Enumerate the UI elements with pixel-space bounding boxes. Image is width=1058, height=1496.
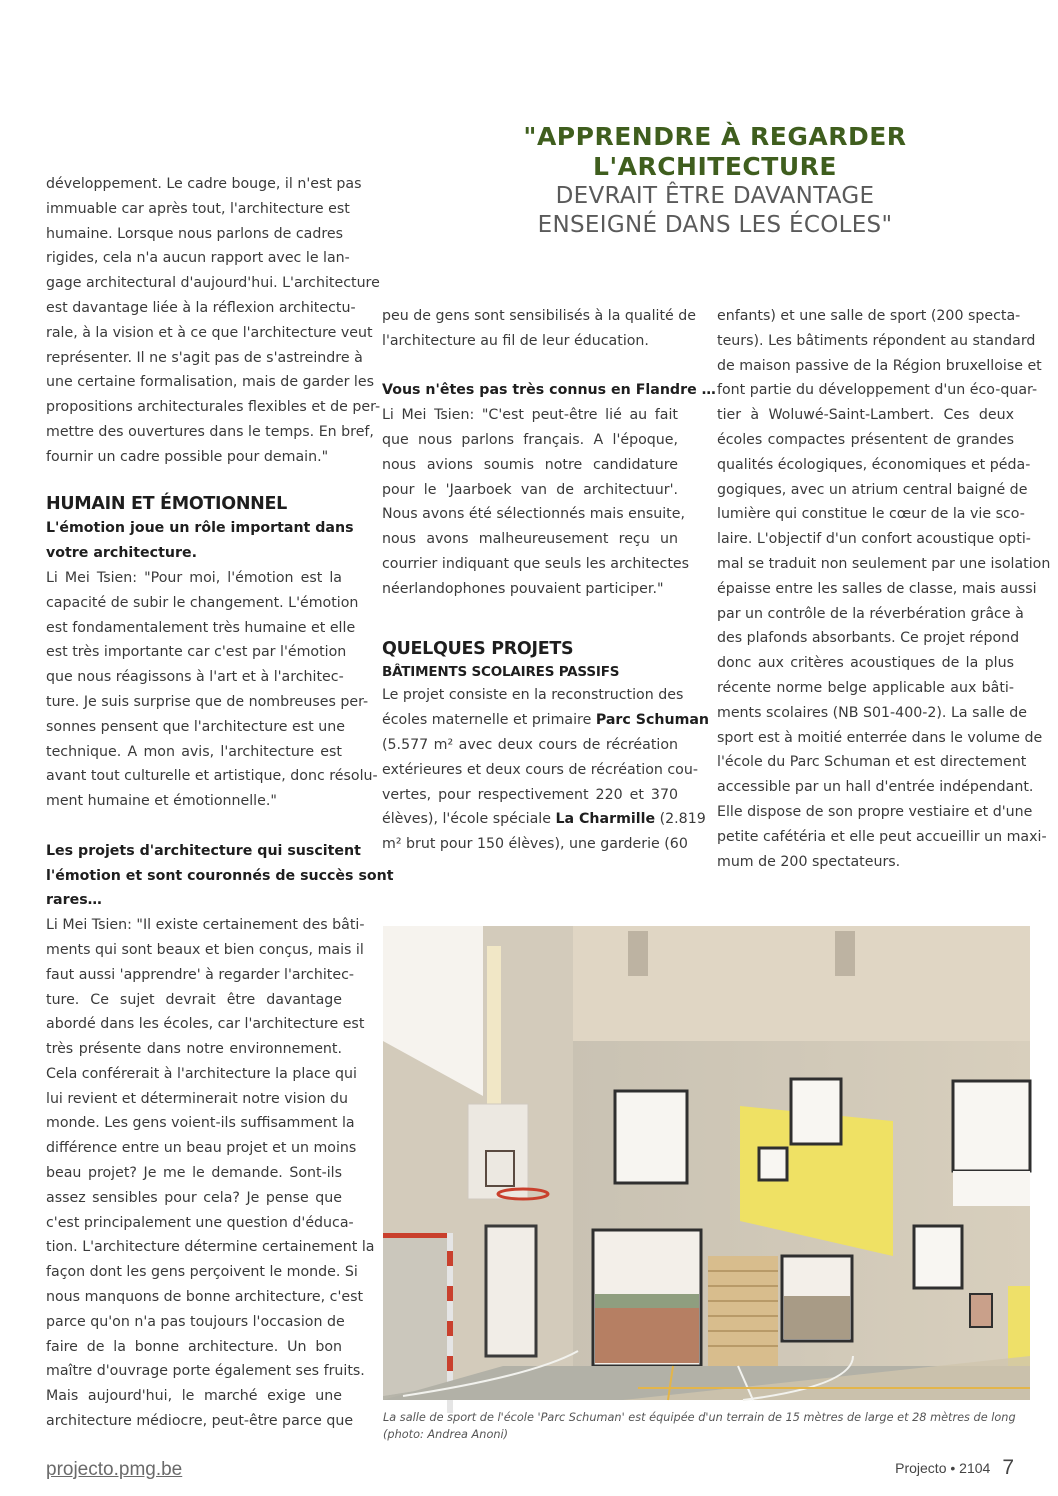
text-line: enfants) et une salle de sport (200 specta- [717,308,1021,324]
text-line: ture. Je suis surprise que de nombreuses per- [46,693,369,710]
text-line: épaisse entre les salles de classe, mais aussi [717,580,1037,597]
text-line: Elle dispose de son propre vestiaire et d'une [717,803,1033,820]
website-link[interactable]: projecto.pmg.be [46,1459,183,1480]
text-line: rale, à la vision et à ce que l'architecture veut [46,324,373,341]
text-line: Cela conférerait à l'architecture la place qui [46,1065,357,1082]
project-paragraph-continued [717,304,1051,874]
text-line: écoles compactes présentent de grandes [717,431,1014,448]
pull-quote [390,122,1040,240]
text-line: gage architectural d'aujourd'hui. L'architecture [46,275,380,292]
text-span: élèves), l'école spéciale [382,811,556,828]
text-line: ments scolaires (NB S01-400-2). La salle de [717,704,1028,721]
text-line: donc aux critères acoustiques de la plus [717,655,1014,672]
answer-emotion [46,566,378,814]
text-line: de maison passive de la Région bruxelloise et [717,357,1042,374]
text-line: abordé dans les écoles, car l'architecture est [46,1016,365,1033]
page-footer [895,1456,1014,1480]
text-line: propositions architecturales flexibles et de per- [46,399,381,416]
text-line: Li Mei Tsien: "C'est peut-être lié au fait [382,407,678,424]
text-line: l'architecture au fil de leur éducation. [382,332,649,349]
text-line: petite cafétéria et elle peut accueillir un maxi- [717,828,1047,845]
text-line: est fondamentalement très humaine et elle [46,619,356,636]
text-line: rigides, cela n'a aucun rapport avec le lan- [46,250,350,267]
text-line [382,807,706,832]
text-line: l'école du Parc Schuman et est directement [717,754,1027,771]
text-line: maître d'ouvrage porte également ses fruits. [46,1363,365,1380]
answer-projets [46,913,375,1434]
text-span: (2.819 [655,811,706,828]
project-paragraph [382,683,710,857]
question-flandre: Vous n'êtes pas très connus en Flandre … [382,382,716,399]
pull-quote-line-2: L'ARCHITECTURE [593,152,837,181]
text-line: récente norme belge applicable aux bâti- [717,679,1014,696]
text-line: L'émotion joue un rôle important dans [46,520,354,537]
text-line: gogiques, avec un atrium central baigné de [717,481,1028,498]
magazine-issue: Projecto • 2104 [895,1460,991,1476]
text-line: nous avions soumis notre candidature [382,456,678,473]
continued-paragraph [382,304,697,354]
text-line: par un contrôle de la réverbération grâce à [717,605,1024,622]
text-line: (5.577 m² avec deux cours de récréation [382,736,678,753]
photo-caption [383,1409,1033,1443]
text-line: mum de 200 spectateurs. [717,853,901,870]
text-line: font partie du développement d'un éco-quar- [717,382,1038,399]
text-line: mettre des ouvertures dans le temps. En bref, [46,423,374,440]
text-line: ment humaine et émotionnelle." [46,793,277,810]
text-line: faire de la bonne architecture. Un bon [46,1338,342,1355]
text-line: pour le 'Jaarboek van de architectuur'. [382,481,678,498]
text-line: néerlandophones pouvaient participer." [382,580,664,597]
school-name-la-charmille: La Charmille [555,811,656,828]
intro-paragraph [46,172,381,470]
text-line: tier à Woluwé-Saint-Lambert. Ces deux [717,407,1014,424]
text-line [382,708,710,733]
text-line: faut aussi 'apprendre' à regarder l'architec- [46,966,355,983]
text-line: ments qui sont beaux et bien conçus, mais il [46,941,364,958]
text-line: monde. Les gens voient-ils suffisamment la [46,1115,355,1132]
pull-quote-line-1: "APPRENDRE À REGARDER [523,122,907,151]
text-line: fournir un cadre possible pour demain." [46,448,329,465]
text-line: humaine. Lorsque nous parlons de cadres [46,225,343,242]
text-line: nous avons malheureusement reçu un [382,531,678,548]
text-line: extérieures et deux cours de récréation cou- [382,761,698,778]
text-line: ture. Ce sujet devrait être davantage [46,991,342,1008]
text-line: accessible par un hall d'entrée indépendant. [717,779,1034,796]
text-line: est très importante car c'est par l'émotion [46,644,347,661]
text-line: architecture médiocre, peut-être parce que [46,1413,354,1430]
text-line: sonnes pensent que l'architecture est une [46,718,345,735]
text-line: m² brut pour 150 élèves), une garderie (60 [382,836,688,853]
text-line: développement. Le cadre bouge, il n'est pas [46,176,362,192]
caption-line-2: (photo: Andrea Anoni) [383,1428,509,1441]
text-line: teurs). Les bâtiments répondent au standard [717,332,1036,349]
text-line: représenter. Il ne s'agit pas de s'astreindre à [46,349,363,366]
text-line: est davantage liée à la réflexion architectu- [46,299,356,316]
text-line: très présente dans notre environnement. [46,1041,342,1058]
caption-line-1: La salle de sport de l'école 'Parc Schuman' est équipée d'un terrain de 15 mètres de large et 28 mètres de long [383,1411,1016,1424]
text-line: que nous réagissons à l'art et à l'architec- [46,669,344,686]
text-span: écoles maternelle et primaire [382,712,596,729]
text-line: avant tout culturelle et artistique, donc résolu- [46,768,378,785]
text-line: vertes, pour respectivement 220 et 370 [382,786,678,803]
text-line: laire. L'objectif d'un confort acoustique opti- [717,531,1031,548]
answer-flandre [382,403,690,601]
text-line: l'émotion et sont couronnés de succès sont [46,867,394,884]
column-2 [382,304,716,857]
pull-quote-line-4: ENSEIGNÉ DANS LES ÉCOLES" [537,212,893,238]
text-line: courrier indiquant que seuls les architectes [382,555,690,572]
text-line: Li Mei Tsien: "Il existe certainement des bâti- [46,917,365,934]
text-line: Li Mei Tsien: "Pour moi, l'émotion est la [46,569,342,586]
subheading-batiments: BÂTIMENTS SCOLAIRES PASSIFS [382,664,620,681]
text-line: technique. A mon avis, l'architecture est [46,743,342,760]
section-heading-humain: HUMAIN ET ÉMOTIONNEL [46,494,288,515]
school-name-parc-schuman: Parc Schuman [595,712,710,729]
text-line: façon dont les gens perçoivent le monde. Si [46,1264,358,1281]
column-3 [717,304,1051,874]
text-line: différence entre un beau projet et un moins [46,1140,357,1157]
page-number: 7 [1002,1456,1014,1479]
text-line: Les projets d'architecture qui suscitent [46,842,361,859]
text-line: beau projet? Je me le demande. Sont-ils [46,1165,342,1182]
text-line: rares… [46,892,102,909]
text-line: tion. L'architecture détermine certainement la [46,1239,375,1256]
text-line: capacité de subir le changement. L'émotion [46,594,359,611]
column-1 [46,172,394,1434]
text-line: nous manquons de bonne architecture, c'est [46,1289,364,1306]
text-line: lui revient et déterminerait notre vision du [46,1090,349,1107]
text-line: mal se traduit non seulement par une isolation [717,555,1051,572]
text-line: peu de gens sont sensibilisés à la qualité de [382,308,697,324]
text-line: Le projet consiste en la reconstruction des [382,687,684,704]
text-line: assez sensibles pour cela? Je pense que [46,1189,342,1206]
text-line: sport est à moitié enterrée dans le volume de [717,729,1043,746]
question-emotion [46,516,354,566]
text-line: Nous avons été sélectionnés mais ensuite, [382,506,685,523]
text-line: lumière qui constitue le cœur de la vie sco- [717,506,1025,523]
pull-quote-line-3: DEVRAIT ÊTRE DAVANTAGE [555,183,875,209]
text-line: des plafonds absorbants. Ce projet répond [717,630,1020,647]
text-line: que nous parlons français. A l'époque, [382,431,678,448]
question-projets [46,839,394,913]
text-line: c'est principalement une question d'éduca- [46,1214,354,1231]
text-line: immuable car après tout, l'architecture est [46,200,350,217]
text-line: Mais aujourd'hui, le marché exige une [46,1388,342,1405]
text-line: une certaine formalisation, mais de garder les [46,374,374,391]
gymnasium-photo [383,926,1030,1400]
text-line: parce qu'on n'a pas toujours l'occasion de [46,1313,345,1330]
section-heading-projets: QUELQUES PROJETS [382,639,574,660]
text-line: qualités écologiques, économiques et péda- [717,456,1031,473]
text-line: votre architecture. [46,545,197,562]
